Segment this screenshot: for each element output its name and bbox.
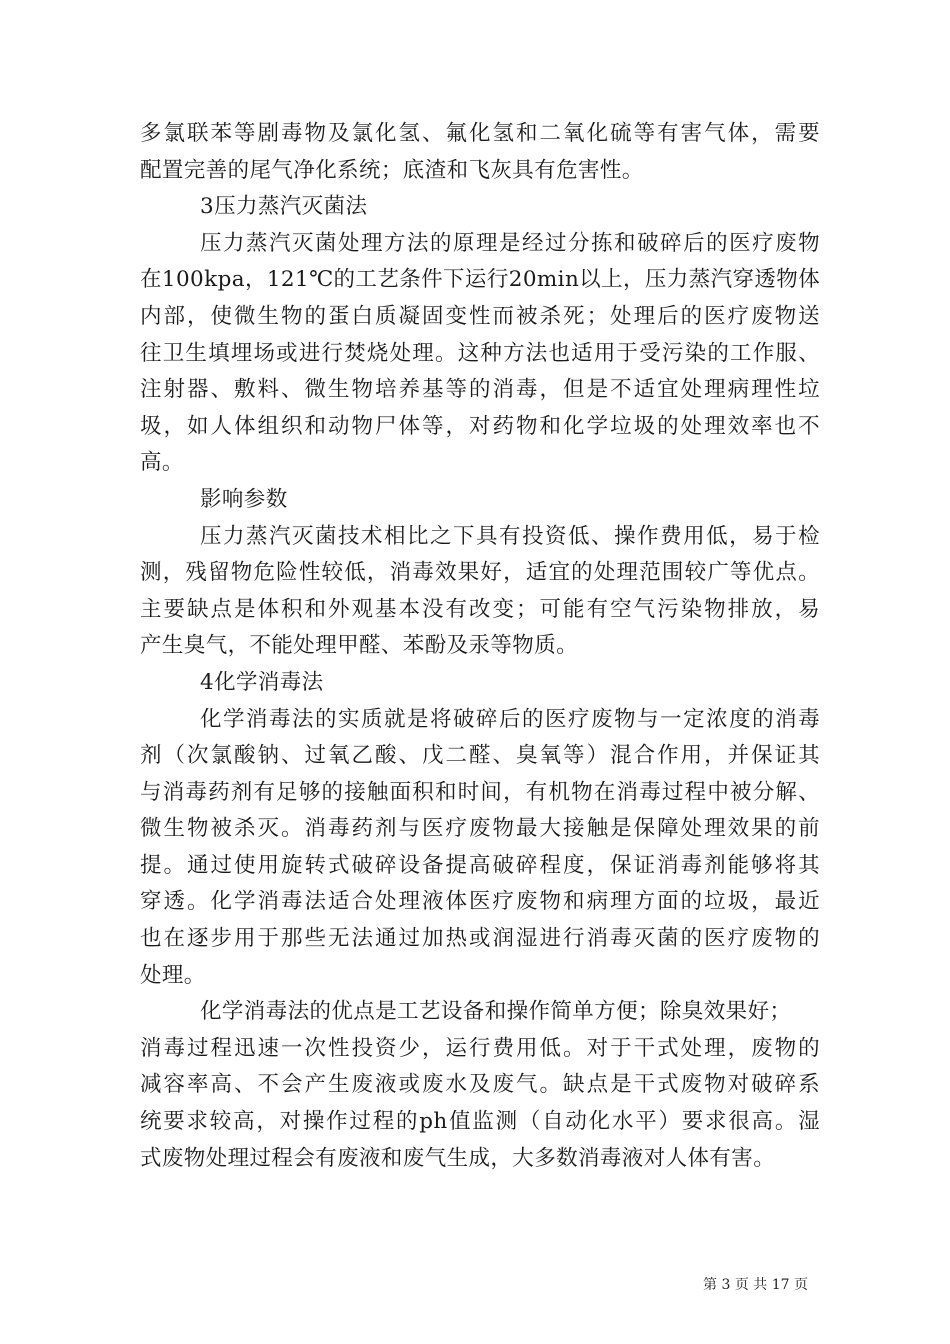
text-line: 内部，使微生物的蛋白质凝固变性而被杀死；处理后的医疗废物送 [140, 303, 820, 329]
body-text [140, 116, 820, 1177]
text-line: 注射器、敷料、微生物培养基等的消毒，但是不适宜处理病理性垃 [140, 377, 820, 403]
text-line: 也在逐步用于那些无法通过加热或润湿进行消毒灭菌的医疗废物的 [140, 926, 820, 952]
text-line: 4化学消毒法 [200, 669, 324, 695]
text-line: 3压力蒸汽灭菌法 [200, 194, 368, 220]
text-line: 减容率高、不会产生废液或废水及废气。缺点是干式废物对破碎系 [140, 1072, 820, 1098]
text-line: 往卫生填埋场或进行焚烧处理。这种方法也适用于受污染的工作服、 [140, 340, 820, 366]
text-line: 产生臭气，不能处理甲醛、苯酚及汞等物质。 [140, 633, 579, 659]
footer-prefix: 第 [702, 1277, 717, 1293]
text-line: 化学消毒法的实质就是将破碎后的医疗废物与一定浓度的消毒 [200, 706, 820, 732]
text-line: 配置完善的尾气净化系统；底渣和飞灰具有危害性。 [140, 157, 644, 183]
total-pages-number: 17 [771, 1277, 790, 1293]
text-line: 压力蒸汽灭菌处理方法的原理是经过分拣和破碎后的医疗废物 [200, 230, 820, 256]
text-line: 微生物被杀灭。消毒药剂与医疗废物最大接触是保障处理效果的前 [140, 816, 820, 842]
text-line: 测，残留物危险性较低，消毒效果好，适宜的处理范围较广等优点。 [140, 560, 820, 586]
text-line: 提。通过使用旋转式破碎设备提高破碎程度，保证消毒剂能够将其 [140, 852, 820, 878]
text-line: 化学消毒法的优点是工艺设备和操作简单方便；除臭效果好； [200, 999, 792, 1025]
text-line: 与消毒药剂有足够的接触面积和时间，有机物在消毒过程中被分解、 [140, 779, 820, 805]
text-line: 式废物处理过程会有废液和废气生成，大多数消毒液对人体有害。 [140, 1145, 776, 1171]
text-line: 处理。 [140, 962, 206, 988]
text-line: 高。 [140, 450, 184, 476]
text-line: 多氯联苯等剧毒物及氯化氢、氟化氢和二氧化硫等有害气体，需要 [140, 121, 820, 146]
text-line: 穿透。化学消毒法适合处理液体医疗废物和病理方面的垃圾，最近 [140, 889, 820, 915]
text-line: 统要求较高，对操作过程的ph值监测（自动化水平）要求很高。湿 [140, 1109, 820, 1135]
text-line: 圾，如人体组织和动物尸体等，对药物和化学垃圾的处理效率也不 [140, 413, 820, 439]
text-line: 压力蒸汽灭菌技术相比之下具有投资低、操作费用低，易于检 [200, 523, 820, 549]
text-line: 剂（次氯酸钠、过氧乙酸、戊二醛、臭氧等）混合作用，并保证其 [140, 743, 820, 769]
text-line: 在100kpa，121℃的工艺条件下运行20min以上，压力蒸汽穿透物体 [140, 267, 820, 293]
text-line: 主要缺点是体积和外观基本没有改变；可能有空气污染物排放，易 [140, 596, 820, 622]
current-page-number: 3 [721, 1277, 731, 1293]
footer-middle: 页 共 [734, 1277, 768, 1293]
text-line: 消毒过程迅速一次性投资少，运行费用低。对于干式处理，废物的 [140, 1035, 820, 1061]
page-footer [703, 1274, 808, 1294]
text-line: 影响参数 [200, 486, 288, 512]
footer-suffix: 页 [794, 1277, 808, 1293]
